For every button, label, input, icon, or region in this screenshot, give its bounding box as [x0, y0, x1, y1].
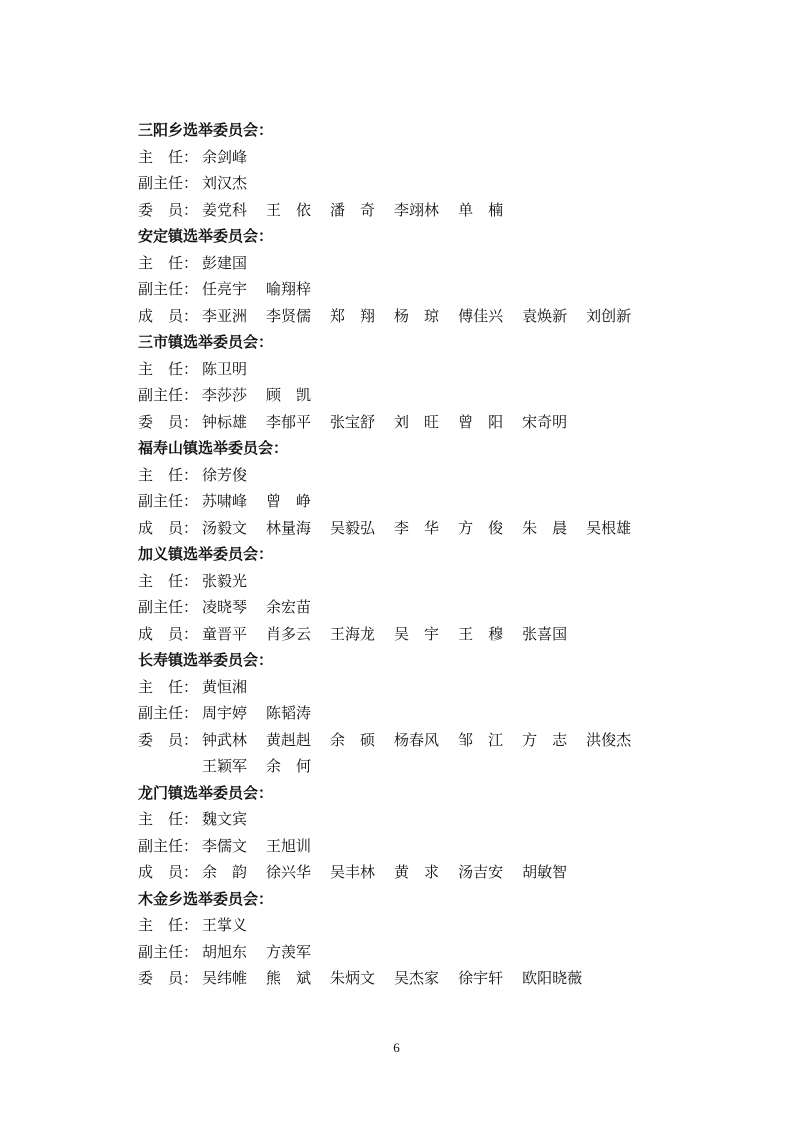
member-names — [202, 356, 652, 383]
member-name: 徐芳俊 — [202, 465, 248, 484]
member-names — [202, 568, 652, 595]
member-name: 吴纬帷 — [202, 969, 248, 987]
member-name: 王掌义 — [202, 916, 248, 934]
member-name: 李翊林 — [394, 200, 440, 219]
role-label: 副主任： — [138, 280, 199, 298]
committee-section — [138, 435, 658, 541]
role-label: 主 任： — [138, 147, 199, 166]
role-label: 副主任： — [138, 386, 199, 404]
member-names — [202, 170, 652, 197]
member-name: 姜党科 — [202, 200, 248, 219]
member-name: 邹 江 — [458, 730, 504, 749]
document-body — [138, 117, 658, 992]
role-label: 副主任： — [138, 704, 199, 722]
member-name: 杨 琼 — [394, 306, 440, 325]
member-names — [202, 594, 652, 621]
member-name: 黄赳赳 — [266, 730, 312, 749]
member-row — [138, 303, 658, 330]
member-name: 汤吉安 — [458, 863, 504, 881]
member-name: 杨春风 — [394, 730, 440, 749]
member-name: 徐宇轩 — [458, 969, 504, 987]
member-name: 黄恒湘 — [202, 677, 248, 696]
member-name: 王旭训 — [266, 836, 312, 855]
committee-section — [138, 223, 658, 329]
member-name: 顾 凯 — [266, 386, 312, 404]
role-label: 副主任： — [138, 492, 199, 510]
member-name: 郑 翔 — [330, 306, 376, 325]
role-label: 主 任： — [138, 571, 199, 590]
member-name: 王 穆 — [458, 624, 504, 643]
member-name: 张宝舒 — [330, 412, 376, 431]
member-row — [138, 621, 658, 648]
member-row — [138, 462, 658, 489]
member-row — [138, 356, 658, 383]
member-names — [202, 409, 652, 436]
member-row — [138, 859, 658, 886]
member-name: 李贤儒 — [266, 306, 312, 325]
member-row — [138, 674, 658, 701]
member-row — [138, 144, 658, 171]
member-names — [202, 276, 652, 303]
member-names — [202, 462, 652, 489]
member-name: 陈卫明 — [202, 359, 248, 378]
member-name: 钟武林 — [202, 730, 248, 749]
member-name: 王颖军 — [202, 757, 248, 775]
member-row — [138, 515, 658, 542]
role-label: 主 任： — [138, 465, 199, 484]
member-name: 苏啸峰 — [202, 492, 248, 510]
member-name: 任亮宇 — [202, 280, 248, 298]
role-label: 成 员： — [138, 863, 199, 881]
member-row — [138, 276, 658, 303]
member-name: 宋奇明 — [522, 412, 568, 431]
member-name: 方 志 — [522, 730, 568, 749]
member-row — [138, 250, 658, 277]
member-name: 魏文宾 — [202, 810, 248, 828]
member-name: 黄 求 — [394, 863, 440, 881]
member-row — [138, 197, 658, 224]
member-name: 吴毅弘 — [330, 518, 376, 537]
member-names — [202, 912, 652, 939]
role-label: 委 员： — [138, 412, 199, 431]
member-row — [138, 912, 658, 939]
member-name: 朱炳文 — [330, 969, 376, 987]
role-label: 主 任： — [138, 253, 199, 272]
role-label: 副主任： — [138, 174, 199, 192]
page-number: 6 — [393, 1040, 400, 1055]
role-label: 成 员： — [138, 518, 199, 537]
committee-section — [138, 117, 658, 223]
member-name: 张毅光 — [202, 571, 248, 590]
member-name: 单 楠 — [458, 200, 504, 219]
member-name: 胡敏智 — [522, 863, 568, 881]
member-name: 吴 宇 — [394, 624, 440, 643]
role-label: 委 员： — [138, 200, 199, 219]
member-name: 刘 旺 — [394, 412, 440, 431]
member-name: 凌晓琴 — [202, 598, 248, 616]
role-label: 委 员： — [138, 969, 199, 987]
member-name: 欧阳晓薇 — [522, 969, 583, 987]
member-name: 傅佳兴 — [458, 306, 504, 325]
committee-section — [138, 647, 658, 780]
committee-section — [138, 329, 658, 435]
member-name: 余 硕 — [330, 730, 376, 749]
member-name: 张喜国 — [522, 624, 568, 643]
member-names — [202, 674, 652, 701]
member-name: 肖多云 — [266, 624, 312, 643]
member-name: 吴根雄 — [586, 518, 632, 537]
member-name: 李郁平 — [266, 412, 312, 431]
section-heading: 长寿镇选举委员会： — [138, 651, 274, 669]
member-name: 洪俊杰 — [586, 730, 632, 749]
member-name: 吴杰家 — [394, 969, 440, 987]
committee-section — [138, 886, 658, 992]
member-row — [138, 700, 658, 727]
member-name: 喻翔梓 — [266, 280, 312, 298]
member-names — [202, 621, 652, 648]
member-name: 曾 峥 — [266, 492, 312, 510]
member-name: 李莎莎 — [202, 386, 248, 404]
member-row — [138, 727, 658, 780]
member-row — [138, 965, 658, 992]
member-name: 朱 晨 — [522, 518, 568, 537]
member-names — [202, 859, 652, 886]
committee-section — [138, 541, 658, 647]
role-label: 主 任： — [138, 677, 199, 696]
member-names — [202, 382, 652, 409]
member-row — [138, 939, 658, 966]
member-names — [202, 806, 652, 833]
member-name: 彭建国 — [202, 253, 248, 272]
member-name: 余剑峰 — [202, 147, 248, 166]
member-names — [202, 515, 652, 542]
role-label: 副主任： — [138, 598, 199, 616]
member-names — [202, 965, 652, 992]
member-name: 刘汉杰 — [202, 174, 248, 192]
member-name: 方羡军 — [266, 942, 312, 961]
member-row — [138, 170, 658, 197]
member-name: 李亚洲 — [202, 306, 248, 325]
member-name: 潘 奇 — [330, 200, 376, 219]
member-name: 熊 斌 — [266, 969, 312, 987]
role-label: 副主任： — [138, 836, 199, 855]
role-label: 委 员： — [138, 730, 199, 749]
member-name: 王海龙 — [330, 624, 376, 643]
member-row — [138, 488, 658, 515]
member-name: 王 依 — [266, 200, 312, 219]
member-name: 刘创新 — [586, 306, 632, 325]
role-label: 主 任： — [138, 810, 199, 828]
committee-section — [138, 780, 658, 886]
member-name: 余宏苗 — [266, 598, 312, 616]
section-heading: 三阳乡选举委员会： — [138, 121, 274, 139]
member-names — [202, 303, 652, 330]
member-names — [202, 700, 652, 727]
member-names — [202, 939, 652, 966]
section-heading: 龙门镇选举委员会： — [138, 783, 274, 802]
member-names — [202, 197, 652, 224]
member-name: 童晋平 — [202, 624, 248, 643]
member-row — [138, 568, 658, 595]
member-name: 林量海 — [266, 518, 312, 537]
member-names — [202, 144, 652, 171]
member-name: 吴丰林 — [330, 863, 376, 881]
member-name: 袁焕新 — [522, 306, 568, 325]
section-heading: 福寿山镇选举委员会： — [138, 439, 289, 457]
member-names — [202, 250, 652, 277]
member-name: 周宇婷 — [202, 704, 248, 722]
role-label: 成 员： — [138, 306, 199, 325]
member-row — [138, 594, 658, 621]
section-heading: 安定镇选举委员会： — [138, 227, 274, 245]
member-name: 钟标雄 — [202, 412, 248, 431]
member-name: 余 韵 — [202, 863, 248, 881]
member-names — [202, 833, 652, 860]
member-name: 余 何 — [266, 757, 312, 775]
member-row — [138, 833, 658, 860]
member-name: 李儒文 — [202, 836, 248, 855]
member-row — [138, 382, 658, 409]
member-row — [138, 409, 658, 436]
member-name: 汤毅文 — [202, 518, 248, 537]
role-label: 成 员： — [138, 624, 199, 643]
member-name: 胡旭东 — [202, 942, 248, 961]
member-name: 方 俊 — [458, 518, 504, 537]
member-names — [202, 727, 652, 780]
member-name: 李 华 — [394, 518, 440, 537]
section-heading: 加义镇选举委员会： — [138, 545, 274, 563]
role-label: 副主任： — [138, 942, 199, 961]
role-label: 主 任： — [138, 359, 199, 378]
member-name: 徐兴华 — [266, 863, 312, 881]
section-heading: 三市镇选举委员会： — [138, 333, 274, 351]
member-name: 陈韬涛 — [266, 704, 312, 722]
role-label: 主 任： — [138, 916, 199, 934]
section-heading: 木金乡选举委员会： — [138, 889, 274, 908]
member-name: 曾 阳 — [458, 412, 504, 431]
member-row — [138, 806, 658, 833]
member-names — [202, 488, 652, 515]
